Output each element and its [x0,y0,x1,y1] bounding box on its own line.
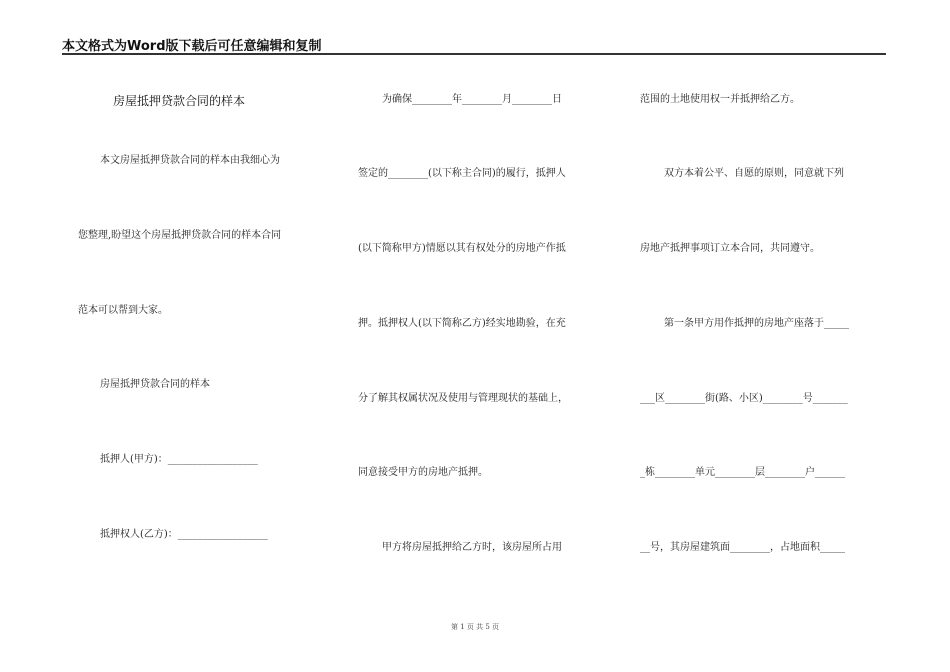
document-title: 房屋抵押贷款合同的样本 [113,94,246,108]
col3-line-6: _栋________单元________层________户______ [640,467,845,478]
col3-line-3: 房地产抵押事项订立本合同，共同遵守。 [640,243,820,254]
col1-line-1: 本文房屋抵押贷款合同的样本由我细心为 [100,155,280,166]
page-header [62,33,886,55]
col2-line-2: 签定的________(以下称主合同)的履行，抵押人 [358,168,566,179]
col2-line-3: (以下简称甲方)情愿以其有权处分的房地产作抵 [358,243,566,254]
col1-line-2: 您整理,盼望这个房屋抵押贷款合同的样本合同 [78,230,282,241]
col3-line-5: ___区________街(路、小区)________号_______ [640,393,848,404]
col2-line-6: 同意接受甲方的房地产抵押。 [358,467,488,478]
col1-line-3: 范本可以帮到大家。 [78,305,168,316]
col3-line-1: 范围的土地使用权一并抵押给乙方。 [640,94,800,105]
col2-line-4: 押。抵押权人(以下简称乙方)经实地勘验，在充 [358,318,566,329]
col3-line-2: 双方本着公平、自愿的原则，同意就下列 [664,168,844,179]
col2-line-1: 为确保________年________月________日 [382,94,562,105]
col3-line-4: 第一条甲方用作抵押的房地产座落于_____ [664,318,849,329]
col1-line-4: 房屋抵押贷款合同的样本 [100,379,210,390]
col2-line-7: 甲方将房屋抵押给乙方时，该房屋所占用 [382,542,562,553]
col3-line-7: __号，其房屋建筑面________，占地面积_____ [640,542,845,553]
col1-line-6: 抵押权人(乙方)：__________________ [100,529,268,540]
page-number: 第 1 页 共 5 页 [450,623,500,631]
col1-line-5: 抵押人(甲方)：__________________ [100,454,258,465]
col2-line-5: 分了解其权属状况及使用与管理现状的基础上， [358,393,568,404]
header-text: 本文格式为Word版下载后可任意编辑和复制 [62,39,322,54]
